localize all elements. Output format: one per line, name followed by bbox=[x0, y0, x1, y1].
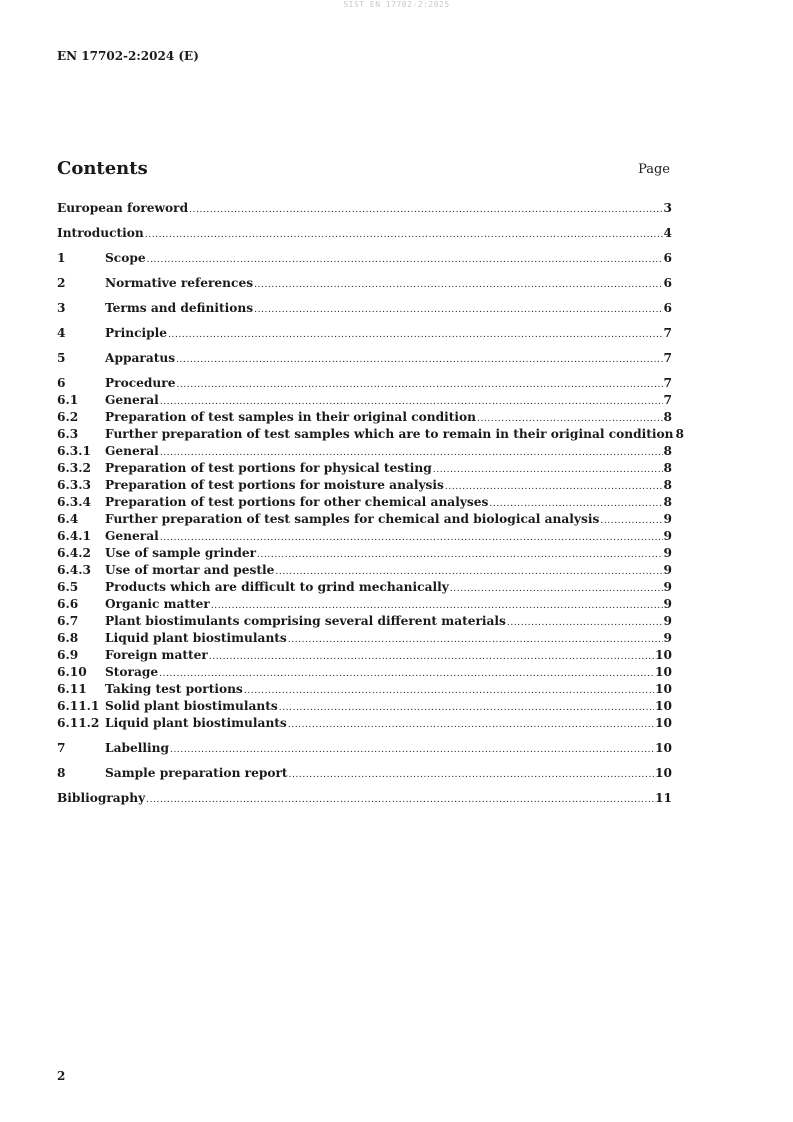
toc-entry-title: Taking test portions bbox=[105, 682, 243, 696]
toc-entry-title: Bibliography bbox=[57, 791, 146, 805]
toc-entry-number: 6.11 bbox=[57, 682, 87, 696]
toc-entry-number: 6 bbox=[57, 376, 66, 390]
toc-entry-number: 6.5 bbox=[57, 580, 79, 594]
toc-entry-page: 9 bbox=[663, 631, 672, 645]
toc-dot-leader bbox=[600, 513, 662, 530]
page-column-label: Page bbox=[638, 162, 670, 177]
contents-header bbox=[57, 158, 670, 182]
toc-entry-number: 6.8 bbox=[57, 631, 79, 645]
toc-entry[interactable] bbox=[57, 392, 672, 409]
toc-entry[interactable] bbox=[57, 790, 672, 807]
toc-entry-title: Foreign matter bbox=[105, 648, 208, 662]
toc-entry-page: 7 bbox=[663, 376, 672, 390]
toc-entry-title: Solid plant biostimulants bbox=[105, 699, 278, 713]
toc-entry[interactable] bbox=[57, 300, 672, 317]
toc-dot-leader bbox=[289, 767, 654, 784]
table-of-contents bbox=[57, 200, 685, 807]
toc-entry-number: 3 bbox=[57, 301, 66, 315]
toc-dot-leader bbox=[189, 202, 662, 219]
toc-entry-title: Scope bbox=[105, 251, 146, 265]
toc-entry-number: 4 bbox=[57, 326, 66, 340]
toc-entry-number: 6.4.2 bbox=[57, 546, 91, 560]
toc-entry-title: Further preparation of test samples for chemical and biological analysis bbox=[105, 512, 600, 526]
toc-entry-number: 6.3 bbox=[57, 427, 79, 441]
toc-entry-title: Organic matter bbox=[105, 597, 210, 611]
toc-entry-title: General bbox=[105, 393, 159, 407]
toc-entry-number: 6.9 bbox=[57, 648, 79, 662]
toc-dot-leader bbox=[254, 302, 662, 319]
toc-entry[interactable] bbox=[57, 275, 672, 292]
toc-entry-title: General bbox=[105, 444, 159, 458]
toc-entry-number: 6.3.4 bbox=[57, 495, 91, 509]
toc-entry-page: 9 bbox=[663, 614, 672, 628]
toc-entry-page: 10 bbox=[655, 665, 672, 679]
toc-entry[interactable] bbox=[57, 528, 672, 545]
toc-entry-number: 6.3.2 bbox=[57, 461, 91, 475]
toc-entry-page: 4 bbox=[663, 226, 672, 240]
toc-entry-title: Use of mortar and pestle bbox=[105, 563, 275, 577]
toc-entry-title: Sample preparation report bbox=[105, 766, 288, 780]
toc-entry-title: Normative references bbox=[105, 276, 254, 290]
toc-entry-title: European foreword bbox=[57, 201, 189, 215]
toc-dot-leader bbox=[168, 327, 662, 344]
toc-entry-page: 9 bbox=[663, 512, 672, 526]
toc-entry[interactable] bbox=[57, 250, 672, 267]
toc-entry-page: 6 bbox=[663, 301, 672, 315]
toc-entry[interactable] bbox=[57, 681, 672, 698]
toc-entry[interactable] bbox=[57, 664, 672, 681]
toc-entry-page: 9 bbox=[663, 529, 672, 543]
toc-dot-leader bbox=[288, 632, 663, 649]
toc-entry-page: 10 bbox=[655, 699, 672, 713]
toc-entry[interactable] bbox=[57, 647, 672, 664]
toc-entry[interactable] bbox=[57, 443, 672, 460]
toc-entry-page: 8 bbox=[663, 495, 672, 509]
toc-dot-leader bbox=[209, 649, 654, 666]
toc-entry-number: 7 bbox=[57, 741, 66, 755]
contents-title: Contents bbox=[57, 158, 148, 179]
page-number: 2 bbox=[57, 1069, 66, 1083]
toc-entry-number: 2 bbox=[57, 276, 66, 290]
toc-entry-title: Introduction bbox=[57, 226, 144, 240]
toc-entry-title: Labelling bbox=[105, 741, 170, 755]
toc-entry-number: 6.7 bbox=[57, 614, 79, 628]
toc-entry-page: 7 bbox=[663, 351, 672, 365]
toc-entry-page: 3 bbox=[663, 201, 672, 215]
toc-entry-title: Preparation of test portions for physical testing bbox=[105, 461, 432, 475]
toc-entry[interactable] bbox=[57, 630, 672, 647]
toc-entry-title: Storage bbox=[105, 665, 159, 679]
toc-entry-page: 9 bbox=[663, 597, 672, 611]
toc-entry[interactable] bbox=[57, 562, 672, 579]
toc-entry-number: 6.3.1 bbox=[57, 444, 91, 458]
toc-dot-leader bbox=[254, 277, 662, 294]
toc-entry-title: Products which are difficult to grind mechanically bbox=[105, 580, 449, 594]
toc-entry-number: 6.6 bbox=[57, 597, 79, 611]
toc-entry-page: 10 bbox=[655, 741, 672, 755]
toc-entry-page: 10 bbox=[655, 648, 672, 662]
toc-entry-title: General bbox=[105, 529, 159, 543]
toc-entry-title: Procedure bbox=[105, 376, 176, 390]
toc-entry-page: 6 bbox=[663, 276, 672, 290]
toc-entry-number: 5 bbox=[57, 351, 66, 365]
toc-dot-leader bbox=[257, 547, 662, 564]
toc-dot-leader bbox=[170, 742, 654, 759]
toc-dot-leader bbox=[450, 581, 663, 598]
toc-entry-page: 9 bbox=[663, 563, 672, 577]
toc-entry-title: Further preparation of test samples which are to remain in their original condition bbox=[105, 427, 674, 441]
toc-entry[interactable] bbox=[57, 511, 672, 528]
toc-dot-leader bbox=[145, 227, 663, 244]
toc-entry-title: Liquid plant biostimulants bbox=[105, 716, 287, 730]
toc-entry[interactable] bbox=[57, 613, 672, 630]
toc-entry-page: 8 bbox=[663, 478, 672, 492]
toc-entry-page: 10 bbox=[655, 682, 672, 696]
toc-entry-title: Use of sample grinder bbox=[105, 546, 257, 560]
toc-entry-title: Liquid plant biostimulants bbox=[105, 631, 287, 645]
toc-entry[interactable] bbox=[57, 325, 672, 342]
toc-entry[interactable] bbox=[57, 225, 672, 242]
toc-entry-title: Terms and definitions bbox=[105, 301, 254, 315]
toc-entry-page: 11 bbox=[655, 791, 672, 805]
toc-entry-page: 9 bbox=[663, 580, 672, 594]
toc-entry-page: 8 bbox=[663, 444, 672, 458]
toc-entry-number: 6.1 bbox=[57, 393, 79, 407]
toc-entry-page: 7 bbox=[663, 393, 672, 407]
toc-entry-title: Preparation of test portions for other chemical analyses bbox=[105, 495, 489, 509]
toc-entry[interactable] bbox=[57, 579, 672, 596]
toc-entry[interactable] bbox=[57, 375, 672, 392]
toc-entry-page: 8 bbox=[663, 410, 672, 424]
document-id: EN 17702-2:2024 (E) bbox=[57, 49, 199, 63]
toc-entry-number: 6.2 bbox=[57, 410, 79, 424]
toc-entry-title: Apparatus bbox=[105, 351, 176, 365]
toc-dot-leader bbox=[176, 377, 662, 394]
toc-entry-number: 6.3.3 bbox=[57, 478, 91, 492]
watermark: SIST EN 17702-2:2025 bbox=[343, 0, 450, 9]
toc-dot-leader bbox=[146, 792, 654, 809]
toc-entry-number: 6.11.1 bbox=[57, 699, 100, 713]
toc-entry[interactable] bbox=[57, 477, 672, 494]
toc-entry-page: 9 bbox=[663, 546, 672, 560]
toc-dot-leader bbox=[176, 352, 662, 369]
toc-entry[interactable] bbox=[57, 494, 672, 511]
toc-dot-leader bbox=[147, 252, 663, 269]
toc-entry-number: 6.10 bbox=[57, 665, 87, 679]
toc-entry-number: 6.4 bbox=[57, 512, 79, 526]
toc-entry-number: 1 bbox=[57, 251, 66, 265]
toc-entry[interactable] bbox=[57, 715, 672, 732]
toc-entry[interactable] bbox=[57, 460, 672, 477]
toc-dot-leader bbox=[288, 717, 654, 734]
toc-entry-page: 6 bbox=[663, 251, 672, 265]
toc-entry-page: 8 bbox=[663, 461, 672, 475]
toc-entry-title: Plant biostimulants comprising several different materials bbox=[105, 614, 506, 628]
toc-entry[interactable] bbox=[57, 426, 685, 443]
toc-entry-page: 7 bbox=[663, 326, 672, 340]
toc-dot-leader bbox=[433, 462, 663, 479]
toc-entry[interactable] bbox=[57, 765, 672, 782]
toc-entry[interactable] bbox=[57, 350, 672, 367]
toc-entry[interactable] bbox=[57, 740, 672, 757]
toc-dot-leader bbox=[507, 615, 663, 632]
toc-entry[interactable] bbox=[57, 200, 672, 217]
toc-entry-number: 6.4.1 bbox=[57, 529, 91, 543]
toc-entry-number: 6.4.3 bbox=[57, 563, 91, 577]
toc-entry[interactable] bbox=[57, 409, 672, 426]
toc-entry-title: Preparation of test portions for moisture analysis bbox=[105, 478, 444, 492]
toc-entry-page: 10 bbox=[655, 716, 672, 730]
toc-dot-leader bbox=[279, 700, 654, 717]
toc-entry[interactable] bbox=[57, 545, 672, 562]
toc-entry-page: 10 bbox=[655, 766, 672, 780]
toc-entry-title: Preparation of test samples in their original condition bbox=[105, 410, 477, 424]
toc-entry-number: 6.11.2 bbox=[57, 716, 100, 730]
toc-dot-leader bbox=[244, 683, 654, 700]
toc-entry[interactable] bbox=[57, 596, 672, 613]
toc-entry-number: 8 bbox=[57, 766, 66, 780]
toc-entry-title: Principle bbox=[105, 326, 168, 340]
toc-entry[interactable] bbox=[57, 698, 672, 715]
toc-entry-page: 8 bbox=[675, 427, 685, 441]
